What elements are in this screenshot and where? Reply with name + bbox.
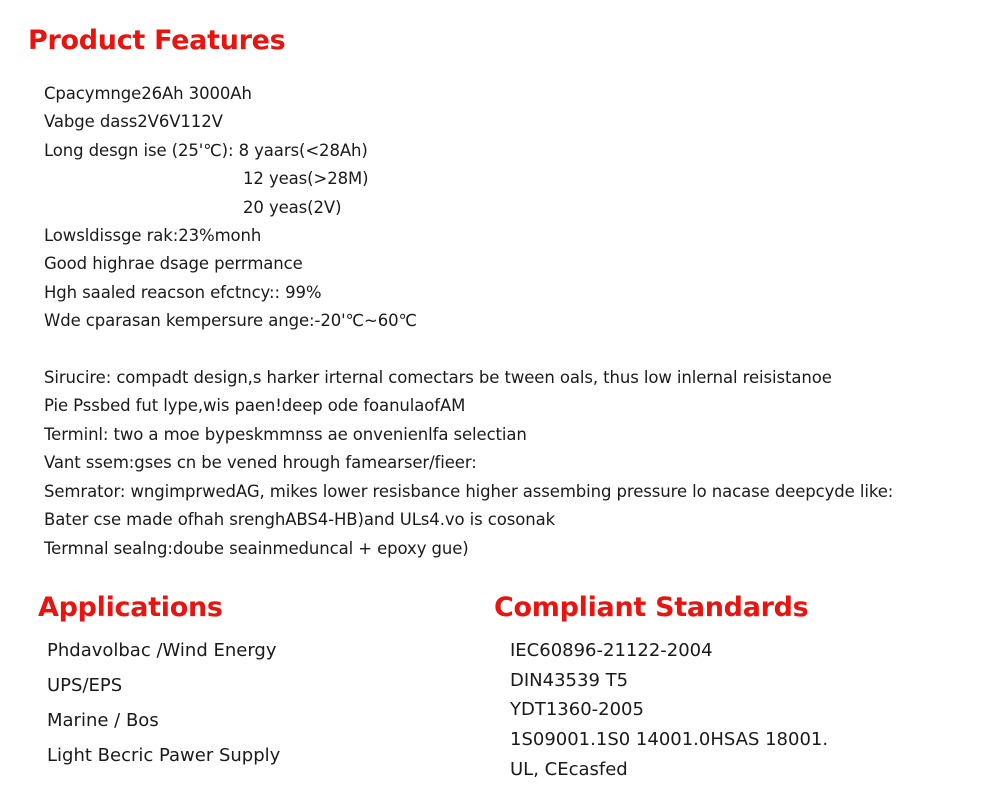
- feature-spec-recombination-efficiency: Hgh saaled reacson efctncy:: 99%: [44, 283, 322, 302]
- application-item: Phdavolbac /Wind Energy: [47, 640, 277, 661]
- feature-detail-terminal: Terminl: two a moe bypeskmmnss ae onvenienlfa selectian: [44, 425, 527, 444]
- feature-detail-plate: Pie Pssbed fut lype,wis paen!deep ode foanulaofAM: [44, 396, 466, 415]
- standard-item: IEC60896-21122-2004: [510, 640, 713, 661]
- feature-detail-battery-case: Bater cse made ofhah srenghABS4-HB)and ULs4.vo is cosonak: [44, 510, 556, 529]
- feature-spec-temperature-range: Wde cparasan kempersure ange:-20'℃~60℃: [44, 311, 417, 330]
- feature-spec-design-life: Long desgn ise (25'℃): 8 yaars(<28Ah): [44, 141, 368, 160]
- application-item: Light Becric Pawer Supply: [47, 745, 281, 766]
- feature-spec-voltage: Vabge dass2V6V112V: [44, 112, 223, 131]
- feature-detail-structure: Sirucire: compadt design,s harker irternal comectars be tween oals, thus low inlernal reisistanoe: [44, 368, 832, 387]
- feature-detail-vent-system: Vant ssem:gses cn be vened hrough famearser/fieer:: [44, 453, 477, 472]
- feature-detail-terminal-sealing: Termnal sealng:doube seainmeduncal + epoxy gue): [44, 539, 469, 558]
- standard-item: UL, CEcasfed: [510, 759, 628, 780]
- feature-spec-discharge-performance: Good highrae dsage perrmance: [44, 254, 303, 273]
- feature-spec-capacity: Cpacymnge26Ah 3000Ah: [44, 84, 252, 103]
- application-item: UPS/EPS: [47, 675, 123, 696]
- applications-heading: Applications: [38, 592, 223, 623]
- product-features-heading: Product Features: [28, 25, 286, 56]
- compliant-standards-heading: Compliant Standards: [494, 592, 809, 623]
- feature-spec-self-discharge: Lowsldissge rak:23%monh: [44, 226, 262, 245]
- application-item: Marine / Bos: [47, 710, 159, 731]
- standard-item: DIN43539 T5: [510, 670, 629, 691]
- feature-detail-separator: Semrator: wngimprwedAG, mikes lower resisbance higher assembing pressure lo nacase deepcyde like:: [44, 482, 894, 501]
- standard-item: YDT1360-2005: [510, 699, 644, 720]
- feature-spec-design-life-3: 20 yeas(2V): [243, 198, 342, 217]
- feature-spec-design-life-2: 12 yeas(>28M): [243, 169, 369, 188]
- standard-item: 1S09001.1S0 14001.0HSAS 18001.: [510, 729, 829, 750]
